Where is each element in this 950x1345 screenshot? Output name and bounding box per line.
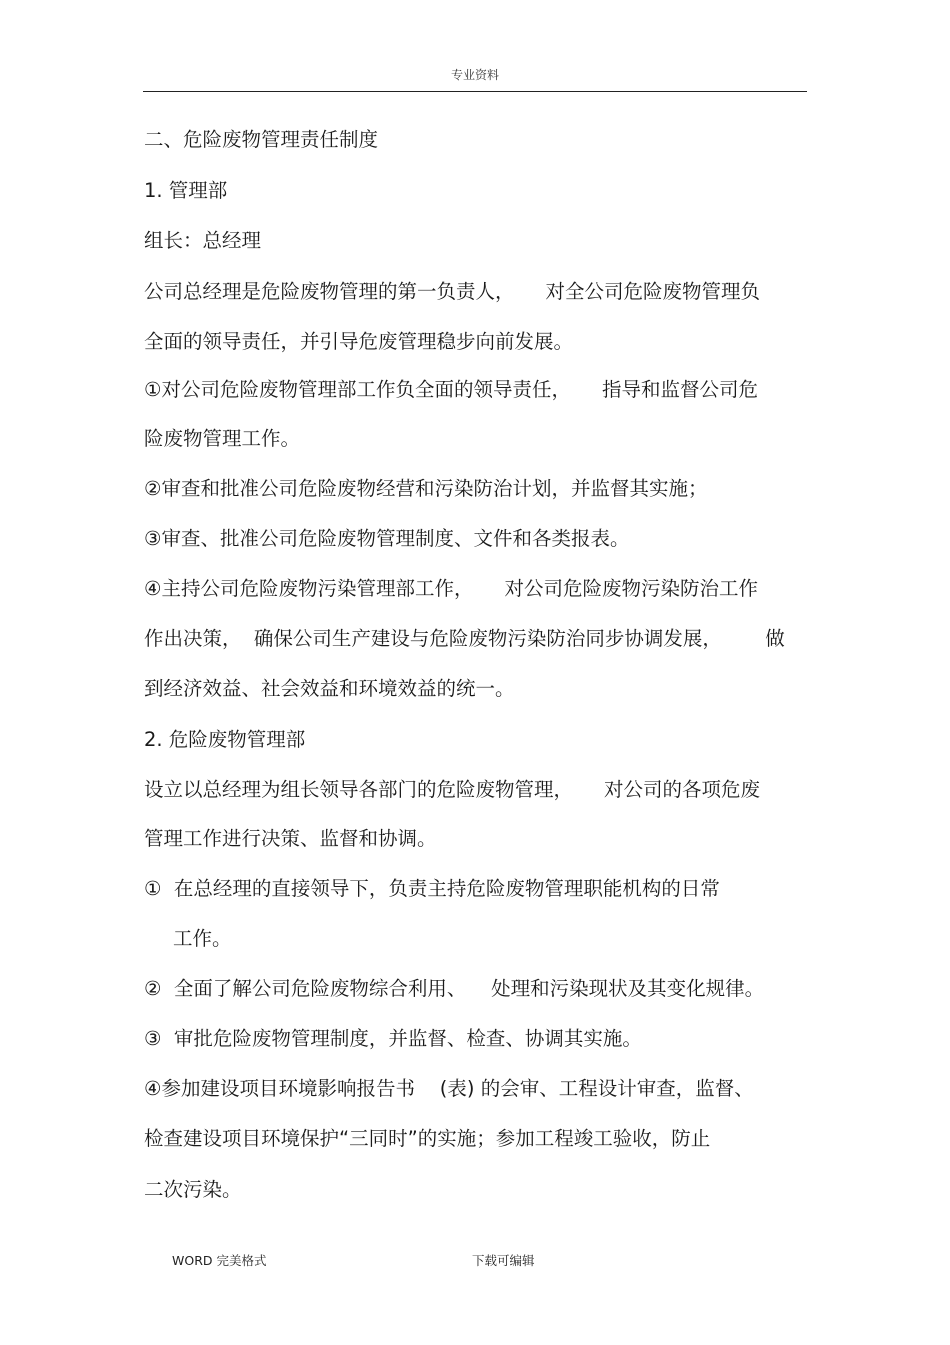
paragraph-line: 设立以总经理为组长领导各部门的危险废物管理， 对公司的各项危废 — [144, 778, 760, 801]
paragraph-line: 组长：总经理 — [144, 229, 262, 252]
list-item-line: 检查建设项目环境保护“三同时”的实施；参加工程竣工验收，防止 — [144, 1127, 711, 1150]
list-item-line: ② 全面了解公司危险废物综合利用、 处理和污染现状及其变化规律。 — [144, 977, 765, 1000]
list-item-line: ①对公司危险废物管理部工作负全面的领导责任， 指导和监督公司危 — [144, 378, 758, 401]
list-item-line: 作出决策， 确保公司生产建设与危险废物污染防治同步协调发展， 做 — [144, 627, 785, 650]
list-item-line: 二次污染。 — [144, 1178, 242, 1201]
page-header-label: 专业资料 — [450, 68, 499, 82]
paragraph-line: 公司总经理是危险废物管理的第一负责人， 对全公司危险废物管理负 — [144, 280, 760, 303]
paragraph-line: 管理工作进行决策、监督和协调。 — [144, 827, 437, 850]
list-item-line: ③ 审批危险废物管理制度，并监督、检查、协调其实施。 — [144, 1027, 642, 1050]
section-heading: 二、危险废物管理责任制度 — [144, 128, 379, 151]
list-item-line: ① 在总经理的直接领导下，负责主持危险废物管理职能机构的日常 — [144, 877, 720, 900]
list-item-line: ④参加建设项目环境影响报告书 (表) 的会审、工程设计审查，监督、 — [144, 1077, 754, 1100]
header-divider — [143, 91, 807, 92]
list-item-line: 工作。 — [173, 927, 232, 950]
list-item-line: ③审查、批准公司危险废物管理制度、文件和各类报表。 — [144, 527, 630, 550]
subsection-heading-management: 1. 管理部 — [144, 179, 228, 202]
list-item-line: 到经济效益、社会效益和环境效益的统一。 — [144, 677, 515, 700]
list-item-line: ④主持公司危险废物污染管理部工作， 对公司危险废物污染防治工作 — [144, 577, 758, 600]
list-item-line: ②审查和批准公司危险废物经营和污染防治计划，并监督其实施； — [144, 477, 708, 500]
subsection-heading-hazardous-waste: 2. 危险废物管理部 — [144, 728, 306, 751]
paragraph-line: 全面的领导责任，并引导危废管理稳步向前发展。 — [144, 330, 574, 353]
footer-format-label: WORD 完美格式 — [172, 1253, 267, 1268]
footer-download-label: 下载可编辑 — [472, 1253, 535, 1268]
list-item-line: 险废物管理工作。 — [144, 427, 301, 450]
